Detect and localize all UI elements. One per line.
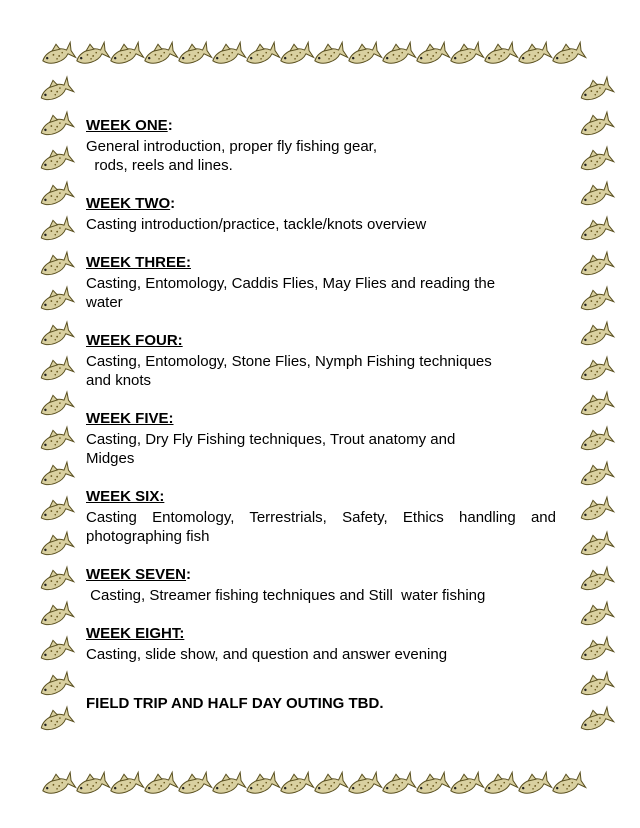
fish-icon (37, 599, 74, 630)
week-heading (86, 331, 556, 350)
fish-icon (37, 529, 74, 560)
fish-icon (577, 564, 614, 595)
fish-icon (577, 529, 614, 560)
fish-icon (37, 144, 74, 175)
fish-icon (37, 249, 74, 280)
fish-icon (577, 424, 614, 455)
fish-icon (577, 599, 614, 630)
week-description (86, 645, 556, 664)
fish-icon (413, 40, 450, 69)
fish-icon (515, 770, 552, 799)
week-description (86, 586, 556, 605)
fish-icon (379, 40, 416, 69)
fish-icon (37, 424, 74, 455)
week-description (86, 137, 556, 175)
week-title: WEEK ONE (86, 117, 168, 134)
week-heading (86, 194, 556, 213)
fish-icon (577, 109, 614, 140)
description-line: rods, reels and lines. (86, 157, 233, 174)
fish-icon (175, 40, 212, 69)
week-description (86, 352, 556, 390)
fish-icon (577, 214, 614, 245)
week-description (86, 215, 556, 234)
fish-icon (311, 770, 348, 799)
fish-icon (37, 564, 74, 595)
fish-icon (73, 770, 110, 799)
week-block (86, 194, 556, 234)
description-line: Casting, Dry Fly Fishing techniques, Trout anatomy and (86, 431, 456, 448)
week-heading (86, 116, 556, 135)
fish-icon (577, 704, 614, 735)
fish-icon (37, 319, 74, 350)
field-trip-note: FIELD TRIP AND HALF DAY OUTING TBD. (86, 695, 384, 712)
week-description (86, 430, 556, 468)
fish-icon (577, 249, 614, 280)
fish-icon (577, 144, 614, 175)
week-title-colon: : (186, 566, 192, 583)
fish-icon (577, 494, 614, 525)
fish-icon (37, 704, 74, 735)
week-block (86, 565, 556, 605)
week-heading (86, 565, 556, 584)
week-description (76, 508, 556, 546)
fish-icon (413, 770, 450, 799)
description-line: General introduction, proper fly fishing gear, (86, 138, 377, 155)
description-line: water (86, 294, 123, 311)
fish-icon (107, 40, 144, 69)
week-title: WEEK FOUR: (86, 332, 183, 349)
fish-icon (577, 634, 614, 665)
fish-icon (481, 770, 518, 799)
week-heading (86, 253, 556, 272)
week-title-colon: : (167, 117, 173, 134)
week-title: WEEK EIGHT: (86, 625, 185, 642)
fish-icon (37, 354, 74, 385)
week-block (86, 624, 556, 664)
fish-icon (37, 179, 74, 210)
week-block (86, 331, 556, 390)
fish-icon (549, 770, 586, 799)
fish-icon (577, 669, 614, 700)
fish-icon (577, 354, 614, 385)
fish-icon (345, 770, 382, 799)
description-line: Casting Entomology, Terrestrials, Safety, Ethics handling and photographing fish (86, 509, 556, 545)
fish-icon (577, 459, 614, 490)
fish-icon (37, 74, 74, 105)
week-title-colon: : (170, 195, 176, 212)
fish-icon (141, 40, 178, 69)
fish-icon (37, 109, 74, 140)
fish-icon (447, 40, 484, 69)
fish-icon (39, 40, 76, 69)
fish-icon (277, 770, 314, 799)
week-heading (86, 409, 556, 428)
fish-icon (243, 40, 280, 69)
fish-icon (37, 634, 74, 665)
week-heading (86, 487, 556, 506)
fish-icon (515, 40, 552, 69)
fish-icon (481, 40, 518, 69)
fish-icon (209, 40, 246, 69)
fish-icon (277, 40, 314, 69)
week-block (86, 487, 556, 546)
week-heading (86, 624, 556, 643)
fish-icon (209, 770, 246, 799)
fish-icon (577, 284, 614, 315)
schedule-content (86, 116, 556, 683)
week-description (86, 274, 556, 312)
description-line: and knots (86, 372, 152, 389)
description-line: Casting introduction/practice, tackle/knots overview (86, 216, 427, 233)
fish-icon (577, 179, 614, 210)
fish-icon (311, 40, 348, 69)
fish-icon (345, 40, 382, 69)
description-line: Casting, Streamer fishing techniques and Still water fishing (86, 587, 486, 604)
fish-icon (107, 770, 144, 799)
description-line: Casting, Entomology, Stone Flies, Nymph Fishing techniques (86, 353, 492, 370)
fish-icon (39, 770, 76, 799)
week-title: WEEK TWO (86, 195, 171, 212)
fish-icon (37, 669, 74, 700)
week-title: WEEK SEVEN (86, 566, 187, 583)
week-title: WEEK FIVE: (86, 410, 174, 427)
fish-icon (175, 770, 212, 799)
description-line: Casting, Entomology, Caddis Flies, May Flies and reading the (86, 275, 496, 292)
week-title: WEEK SIX: (86, 488, 165, 505)
fish-icon (447, 770, 484, 799)
description-line: Midges (86, 450, 135, 467)
fish-icon (73, 40, 110, 69)
fish-icon (37, 389, 74, 420)
fish-icon (141, 770, 178, 799)
fish-icon (37, 214, 74, 245)
fish-icon (37, 284, 74, 315)
week-block (86, 409, 556, 468)
fish-icon (243, 770, 280, 799)
fish-icon (37, 494, 74, 525)
fish-icon (37, 459, 74, 490)
description-line: Casting, slide show, and question and answer evening (86, 646, 448, 663)
week-title: WEEK THREE: (86, 254, 191, 271)
fish-icon (577, 74, 614, 105)
fish-icon (577, 319, 614, 350)
week-block (86, 116, 556, 175)
fish-icon (577, 389, 614, 420)
fish-icon (549, 40, 586, 69)
fish-icon (379, 770, 416, 799)
week-block (86, 253, 556, 312)
